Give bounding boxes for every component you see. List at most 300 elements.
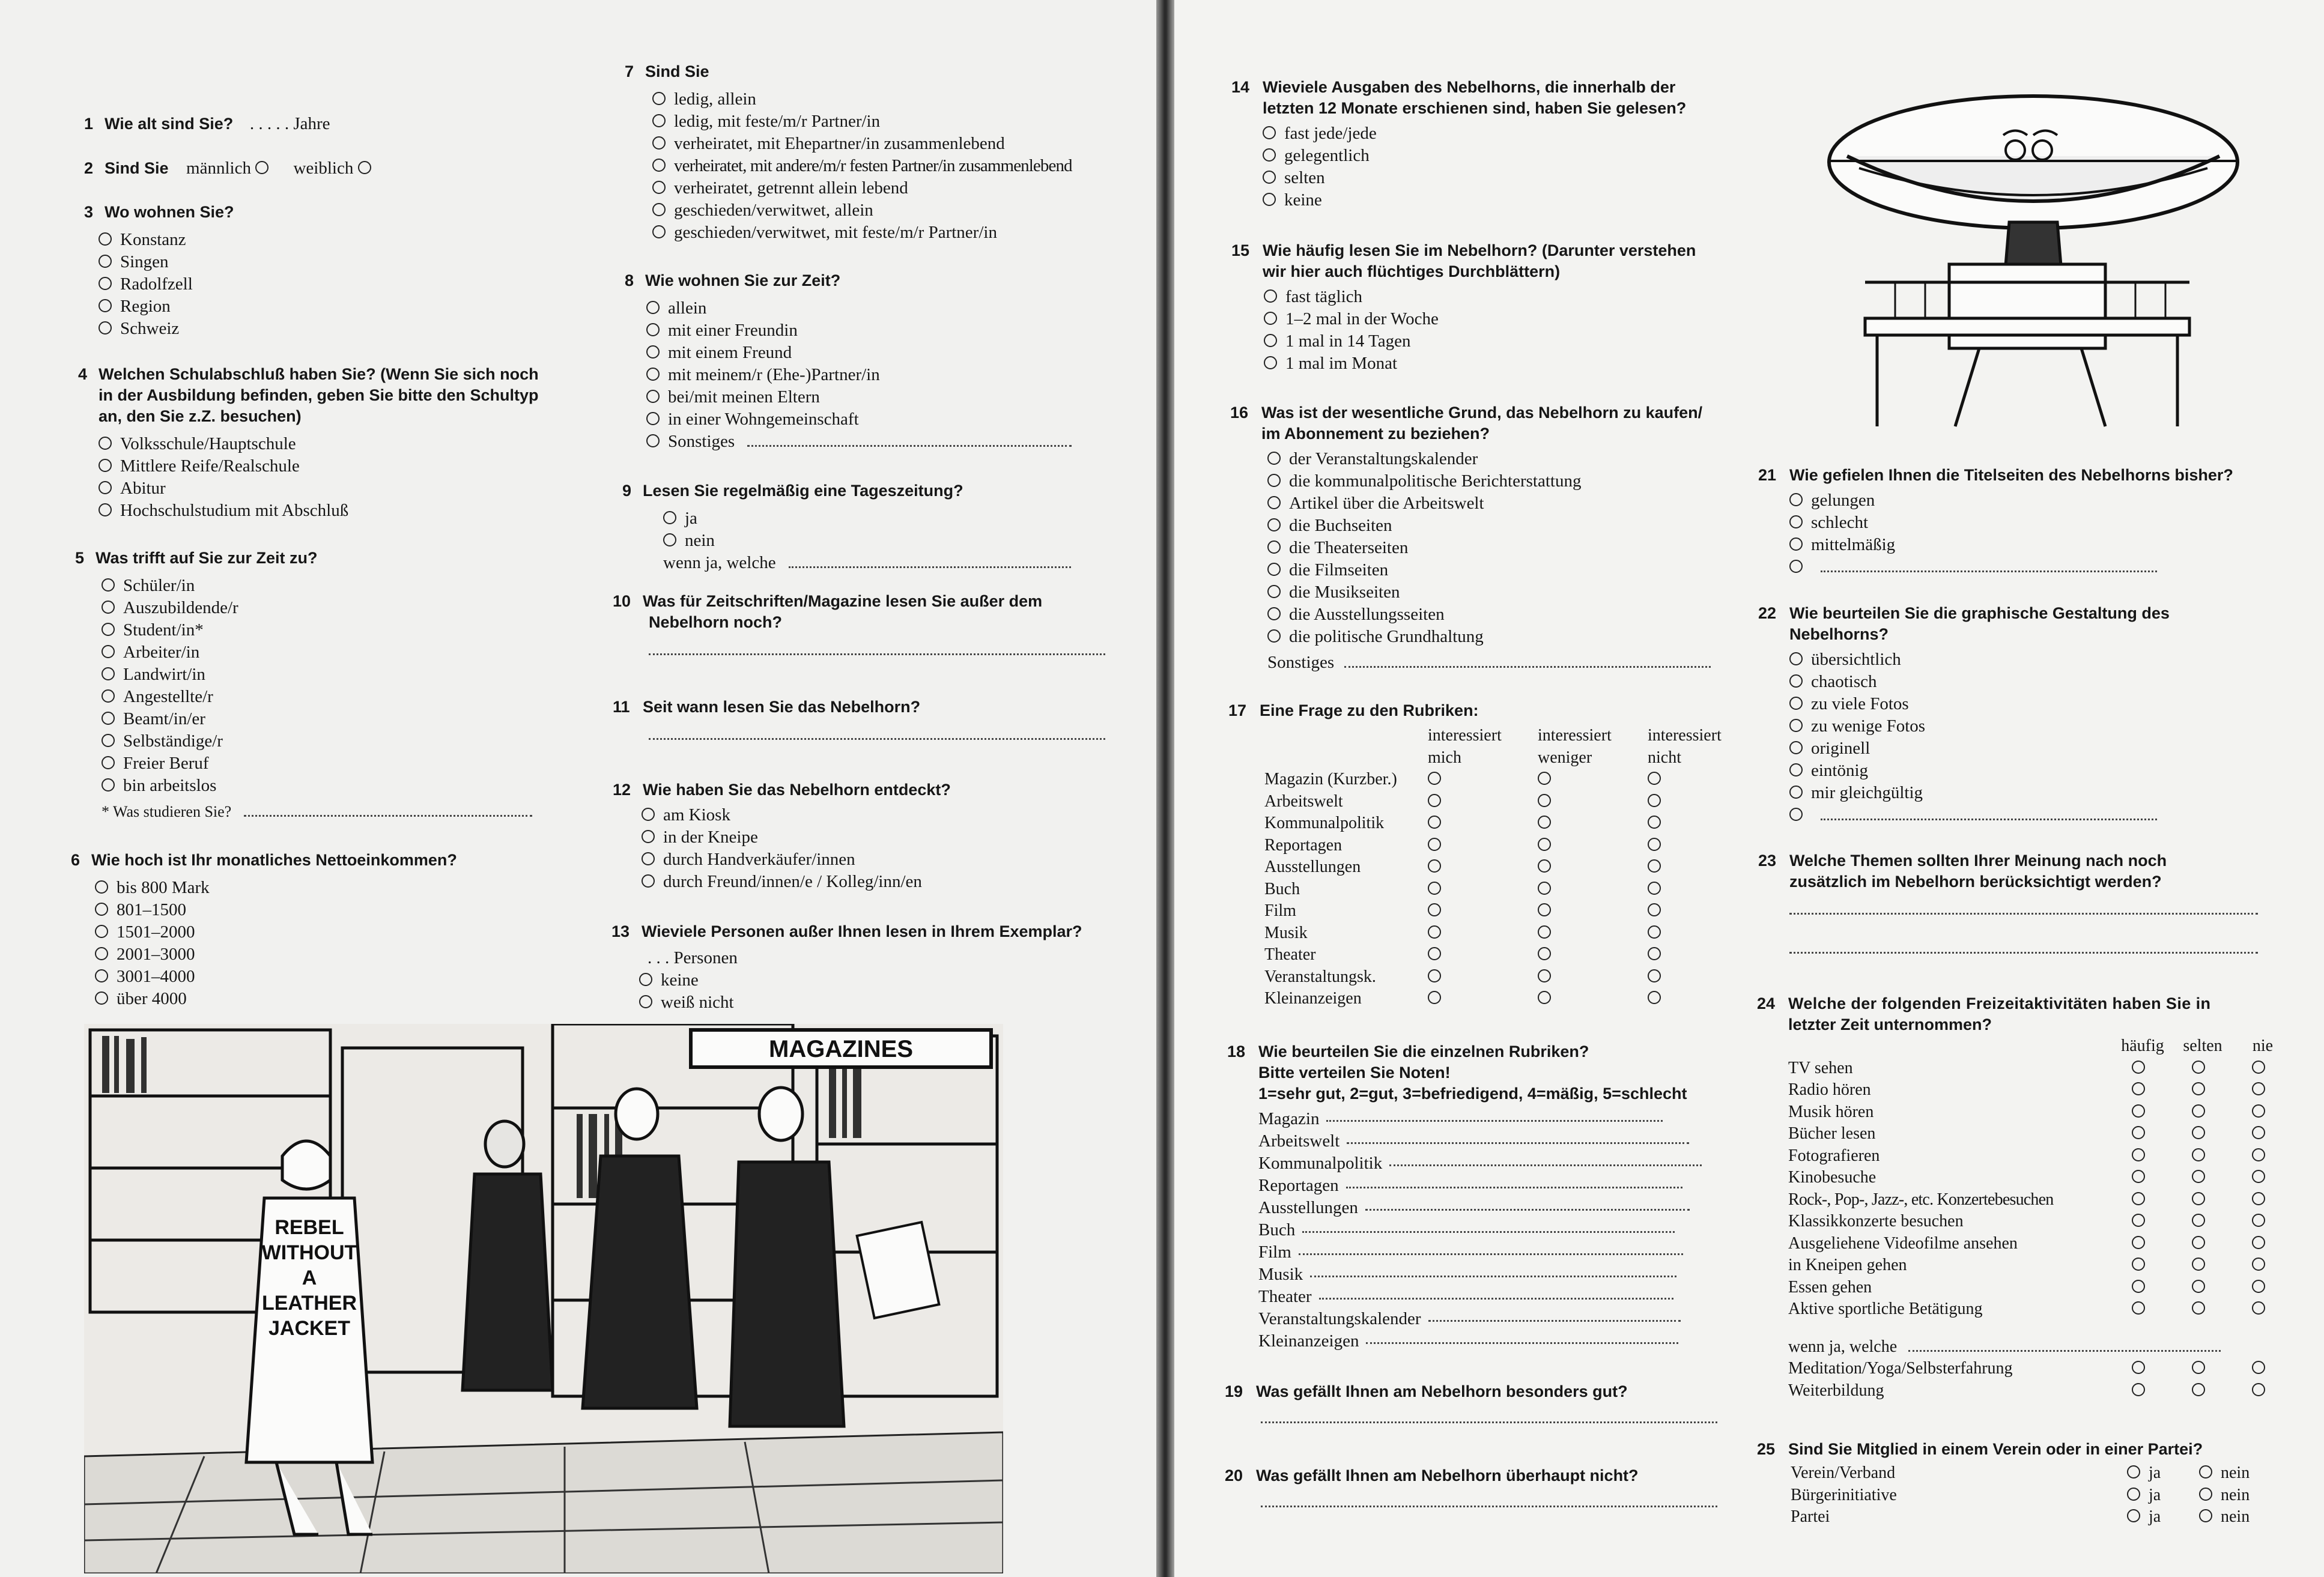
option-row[interactable] (663, 507, 1071, 530)
radio-circle[interactable] (99, 459, 112, 472)
radio-circle[interactable] (1538, 816, 1551, 829)
q16-other-row[interactable] (1230, 652, 1711, 674)
radio-circle[interactable] (1267, 563, 1281, 576)
option-row[interactable] (99, 273, 234, 295)
radio-circle[interactable] (1428, 838, 1441, 851)
option-row[interactable] (1263, 123, 1686, 145)
q11-answer-line[interactable] (649, 731, 1105, 740)
grade-row[interactable] (1258, 1330, 1702, 1352)
radio-circle[interactable] (2132, 1258, 2145, 1271)
radio-circle[interactable] (99, 232, 112, 246)
q20-answer-line[interactable] (1261, 1498, 1717, 1507)
radio-circle[interactable] (1264, 356, 1277, 369)
grade-row[interactable] (1258, 1286, 1702, 1308)
option-label: nein (685, 531, 715, 550)
radio-circle[interactable] (1267, 629, 1281, 643)
option-row[interactable] (99, 477, 539, 500)
radio-circle[interactable] (646, 301, 660, 314)
option-row[interactable] (1267, 448, 1711, 470)
radio-circle[interactable] (2192, 1170, 2205, 1183)
grade-field[interactable] (1389, 1152, 1702, 1166)
radio-circle[interactable] (95, 925, 108, 938)
option-row[interactable] (102, 686, 532, 708)
q8-title: Wie wohnen Sie zur Zeit? (645, 271, 841, 289)
grade-field[interactable] (1310, 1264, 1676, 1277)
radio-circle[interactable] (1428, 903, 1441, 916)
option-row[interactable] (1789, 715, 2170, 737)
option-row[interactable] (652, 133, 1072, 155)
option-row[interactable] (642, 871, 951, 893)
radio-circle[interactable] (2192, 1126, 2205, 1139)
option-row[interactable] (1264, 330, 1696, 353)
radio-circle[interactable] (2192, 1258, 2205, 1271)
radio-circle[interactable] (1264, 334, 1277, 347)
radio-circle[interactable] (639, 973, 652, 986)
radio-circle[interactable] (1789, 537, 1803, 551)
option-row[interactable] (639, 969, 1082, 991)
question-5 (75, 548, 532, 823)
radio-circle[interactable] (1263, 148, 1276, 162)
option-row[interactable] (642, 826, 951, 849)
radio-circle[interactable] (95, 947, 108, 960)
radio-circle[interactable] (2132, 1148, 2145, 1161)
radio-circle[interactable] (663, 533, 676, 546)
radio-circle[interactable] (1538, 772, 1551, 785)
radio-circle[interactable] (1789, 674, 1803, 688)
option-row[interactable] (1789, 760, 2170, 782)
option-row[interactable] (1789, 737, 2170, 760)
radio-circle[interactable] (1789, 697, 1803, 710)
option-row[interactable] (102, 752, 532, 775)
q24-extra-row[interactable] (1788, 1336, 2293, 1358)
radio-circle[interactable] (1428, 882, 1441, 895)
option-row[interactable] (1267, 604, 1711, 626)
radio-circle[interactable] (2252, 1383, 2265, 1396)
radio-circle[interactable] (1267, 474, 1281, 487)
option-row[interactable] (99, 295, 234, 318)
radio-circle[interactable] (2192, 1104, 2205, 1118)
option-row[interactable] (102, 708, 532, 730)
radio-circle[interactable] (652, 181, 666, 194)
radio-circle[interactable] (99, 503, 112, 516)
option-row[interactable] (99, 229, 234, 251)
q19-answer-line[interactable] (1261, 1414, 1717, 1423)
grade-field[interactable] (1346, 1175, 1682, 1188)
radio-circle[interactable] (2127, 1488, 2140, 1501)
radio-circle[interactable] (1267, 496, 1281, 509)
radio-circle[interactable] (2132, 1170, 2145, 1183)
option-label: verheiratet, mit Ehepartner/in zusammenlebend (674, 134, 1005, 153)
q9-newspaper-field[interactable] (789, 554, 1071, 568)
radio-circle[interactable] (95, 903, 108, 916)
radio-circle[interactable] (1648, 969, 1661, 982)
q20-number: 20 (1225, 1467, 1243, 1485)
option-row[interactable] (95, 877, 457, 899)
radio-circle[interactable] (2132, 1383, 2145, 1396)
grade-row[interactable] (1258, 1152, 1702, 1175)
radio-circle[interactable] (1267, 518, 1281, 531)
row-label: Aktive sportliche Betätigung (1788, 1300, 1983, 1318)
radio-circle[interactable] (2252, 1192, 2265, 1205)
option-row[interactable] (1263, 189, 1686, 211)
q16-options (1230, 448, 1711, 648)
radio-circle[interactable] (1789, 515, 1803, 528)
option-row[interactable] (1267, 626, 1711, 648)
option-row[interactable] (99, 500, 539, 522)
radio-circle[interactable] (652, 136, 666, 150)
radio-circle[interactable] (102, 712, 115, 725)
radio-circle[interactable] (1428, 772, 1441, 785)
option-row[interactable] (1789, 693, 2170, 715)
option-row[interactable] (99, 251, 234, 273)
radio-circle[interactable] (1264, 289, 1277, 303)
radio-circle[interactable] (2132, 1192, 2145, 1205)
radio-circle[interactable] (642, 808, 655, 821)
option-row[interactable] (1263, 145, 1686, 167)
radio-circle[interactable] (2199, 1465, 2212, 1479)
option-label: gelegentlich (1284, 146, 1370, 165)
option-row[interactable] (1267, 492, 1711, 515)
option-row[interactable] (95, 943, 457, 966)
radio-circle[interactable] (2252, 1258, 2265, 1271)
radio-circle[interactable] (1428, 794, 1441, 807)
option-row[interactable] (1264, 353, 1696, 375)
option-row[interactable] (1789, 489, 2233, 512)
radio-circle[interactable] (663, 511, 676, 524)
left-page (0, 0, 1156, 1577)
radio-circle[interactable] (1428, 969, 1441, 982)
option-row[interactable] (646, 319, 1072, 342)
radio-circle[interactable] (2252, 1126, 2265, 1139)
grade-row[interactable] (1258, 1264, 1702, 1286)
radio-circle[interactable] (652, 92, 666, 105)
option-row[interactable] (102, 641, 532, 664)
radio-circle[interactable] (2252, 1082, 2265, 1095)
option-row[interactable] (646, 408, 1072, 431)
radio-circle[interactable] (2252, 1170, 2265, 1183)
radio-circle[interactable] (652, 159, 666, 172)
question-1 (84, 113, 330, 141)
option-row[interactable] (95, 988, 457, 1010)
grade-field[interactable] (1366, 1330, 1678, 1344)
option-row[interactable] (663, 530, 1071, 552)
radio-circle[interactable] (1267, 452, 1281, 465)
radio-circle[interactable] (2192, 1082, 2205, 1095)
radio-circle[interactable] (642, 830, 655, 843)
radio-circle[interactable] (1267, 607, 1281, 620)
radio-circle[interactable] (1789, 741, 1803, 754)
grade-row[interactable] (1258, 1308, 1702, 1330)
radio-circle[interactable] (2252, 1280, 2265, 1293)
radio-circle[interactable] (642, 852, 655, 865)
radio-circle[interactable] (2132, 1301, 2145, 1315)
radio-circle[interactable] (102, 578, 115, 592)
grade-row[interactable] (1258, 1175, 1702, 1197)
option-row[interactable] (1789, 804, 2170, 826)
radio-circle[interactable] (1538, 969, 1551, 982)
option-row[interactable] (99, 433, 539, 455)
radio-circle[interactable] (1538, 903, 1551, 916)
grade-field[interactable] (1365, 1197, 1690, 1211)
radio-circle[interactable] (99, 437, 112, 450)
radio-circle[interactable] (1267, 540, 1281, 554)
q8-other-field[interactable] (747, 433, 1072, 447)
q5-study-field[interactable] (244, 803, 532, 817)
radio-circle[interactable] (1428, 816, 1441, 829)
radio-circle[interactable] (2127, 1465, 2140, 1479)
radio-circle[interactable] (95, 880, 108, 894)
option-row[interactable] (646, 386, 1072, 408)
grade-field[interactable] (1299, 1241, 1683, 1255)
grade-field[interactable] (1326, 1108, 1663, 1122)
radio-circle[interactable] (1789, 560, 1803, 573)
radio-circle[interactable] (102, 756, 115, 769)
radio-circle[interactable] (102, 778, 115, 792)
q10-answer-line[interactable] (649, 646, 1105, 655)
radio-circle[interactable] (1538, 838, 1551, 851)
option-row[interactable] (102, 775, 532, 797)
q22-other-field[interactable] (1821, 807, 2157, 820)
radio-circle[interactable] (1538, 794, 1551, 807)
option-row[interactable] (642, 849, 951, 871)
option-row[interactable] (639, 991, 1082, 1014)
grade-row[interactable] (1258, 1108, 1702, 1130)
row-label: Arbeitswelt (1264, 792, 1343, 811)
radio-circle[interactable] (2192, 1236, 2205, 1249)
radio-circle[interactable] (2192, 1192, 2205, 1205)
option-row[interactable] (1789, 649, 2170, 671)
grade-field[interactable] (1302, 1219, 1675, 1233)
radio-circle[interactable] (1264, 312, 1277, 325)
q1-number: 1 (84, 115, 94, 133)
option-row[interactable] (1267, 581, 1711, 604)
option-row[interactable] (102, 575, 532, 597)
option-row[interactable] (646, 431, 1072, 453)
radio-circle[interactable] (1789, 493, 1803, 506)
radio-circle[interactable] (1648, 991, 1661, 1004)
radio-circle[interactable] (102, 645, 115, 658)
table-row (1788, 1298, 2293, 1321)
radio-circle[interactable] (1648, 859, 1661, 873)
q4-title-line: an, den Sie z.Z. besuchen) (99, 407, 302, 425)
radio-circle[interactable] (102, 601, 115, 614)
radio-circle[interactable] (1538, 947, 1551, 960)
radio-circle[interactable] (1538, 859, 1551, 873)
radio-circle[interactable] (1648, 947, 1661, 960)
q21-other-field[interactable] (1821, 558, 2157, 572)
option-row[interactable] (1789, 512, 2233, 534)
radio-circle[interactable] (1263, 171, 1276, 184)
radio-circle[interactable] (99, 321, 112, 334)
option-row[interactable] (99, 318, 234, 340)
radio-circle[interactable] (95, 991, 108, 1005)
option-label: übersichtlich (1811, 650, 1901, 669)
radio-circle[interactable] (1789, 719, 1803, 732)
option-row[interactable] (652, 110, 1072, 133)
grade-row[interactable] (1258, 1130, 1702, 1152)
option-row[interactable] (1267, 470, 1711, 492)
option-row[interactable] (652, 155, 1072, 177)
radio-circle[interactable] (646, 412, 660, 425)
radio-circle[interactable] (2192, 1061, 2205, 1074)
radio-circle[interactable] (646, 345, 660, 359)
radio-circle[interactable] (652, 203, 666, 216)
radio-circle[interactable] (646, 368, 660, 381)
radio-circle[interactable] (2252, 1104, 2265, 1118)
radio-circle[interactable] (1648, 882, 1661, 895)
option-row[interactable] (95, 966, 457, 988)
grade-field[interactable] (1319, 1286, 1673, 1300)
option-row[interactable] (1267, 537, 1711, 559)
table-row (1791, 1462, 2250, 1485)
option-row[interactable] (95, 899, 457, 921)
radio-circle[interactable] (1263, 126, 1276, 139)
radio-circle[interactable] (1538, 991, 1551, 1004)
option-row[interactable] (1789, 534, 2233, 556)
option-row[interactable] (1789, 782, 2170, 804)
radio-circle[interactable] (2252, 1236, 2265, 1249)
q23-answer-line[interactable] (1789, 945, 2258, 954)
radio-circle[interactable] (2192, 1301, 2205, 1315)
option-row[interactable] (646, 364, 1072, 386)
radio-circle[interactable] (2132, 1061, 2145, 1074)
radio-circle[interactable] (102, 689, 115, 703)
radio-circle[interactable] (1648, 772, 1661, 785)
q13-count-row[interactable] (639, 947, 1082, 969)
radio-circle[interactable] (1267, 585, 1281, 598)
radio-circle[interactable] (2132, 1280, 2145, 1293)
radio-circle[interactable] (1648, 925, 1661, 939)
option-row[interactable] (652, 222, 1072, 244)
option-row[interactable] (1789, 556, 2233, 578)
option-label: mit einem Freund (668, 343, 792, 362)
option-row[interactable] (642, 804, 951, 826)
cartoon-svg (84, 1024, 1003, 1573)
radio-circle[interactable] (1648, 838, 1661, 851)
option-row[interactable] (646, 342, 1072, 364)
option-row[interactable] (1264, 286, 1696, 308)
option-row[interactable] (652, 88, 1072, 110)
radio-circle[interactable] (95, 969, 108, 982)
radio-circle[interactable] (646, 390, 660, 403)
radio-circle[interactable] (2192, 1361, 2205, 1374)
option-row[interactable] (1267, 559, 1711, 581)
radio-circle[interactable] (99, 255, 112, 268)
radio-circle[interactable] (2132, 1104, 2145, 1118)
q5-footnote-row[interactable] (102, 801, 532, 823)
radio-circle[interactable] (2127, 1509, 2140, 1522)
radio-circle[interactable] (2192, 1148, 2205, 1161)
row-label: Kleinanzeigen (1264, 989, 1362, 1008)
radio-circle[interactable] (2132, 1082, 2145, 1095)
coat-text-line: WITHOUT (261, 1241, 357, 1264)
option-row[interactable] (1267, 515, 1711, 537)
radio-circle[interactable] (102, 667, 115, 680)
radio-circle[interactable] (652, 114, 666, 127)
radio-circle[interactable] (2192, 1280, 2205, 1293)
radio-circle[interactable] (1538, 925, 1551, 939)
radio-circle[interactable] (2132, 1126, 2145, 1139)
radio-circle[interactable] (1538, 882, 1551, 895)
radio-circle[interactable] (2192, 1214, 2205, 1227)
radio-circle[interactable] (1789, 785, 1803, 799)
radio-circle[interactable] (652, 225, 666, 238)
radio-circle[interactable] (99, 299, 112, 312)
radio-circle[interactable] (2132, 1236, 2145, 1249)
radio-circle[interactable] (1789, 808, 1803, 821)
option-row[interactable] (95, 921, 457, 943)
q16-other-field[interactable] (1344, 654, 1711, 668)
option-row[interactable] (102, 619, 532, 641)
right-page (1174, 0, 2324, 1577)
radio-circle[interactable] (99, 481, 112, 494)
q24-extra-field[interactable] (1908, 1338, 2221, 1352)
radio-circle[interactable] (102, 623, 115, 636)
radio-circle[interactable] (1428, 947, 1441, 960)
radio-circle[interactable] (1428, 859, 1441, 873)
radio-circle[interactable] (2252, 1061, 2265, 1074)
grade-field[interactable] (1347, 1130, 1689, 1144)
table-row (1788, 1211, 2293, 1233)
option-row[interactable] (646, 297, 1072, 319)
q9-extra-row[interactable] (663, 552, 1071, 574)
radio-circle[interactable] (1428, 991, 1441, 1004)
radio-circle[interactable] (646, 434, 660, 447)
radio-circle[interactable] (2252, 1301, 2265, 1315)
radio-circle[interactable] (2252, 1361, 2265, 1374)
radio-circle[interactable] (1789, 652, 1803, 665)
grade-field[interactable] (1428, 1308, 1681, 1322)
radio-circle[interactable] (1648, 816, 1661, 829)
option-row[interactable] (652, 199, 1072, 222)
option-row[interactable] (652, 177, 1072, 199)
radio-circle[interactable] (1648, 903, 1661, 916)
option-row[interactable] (1789, 671, 2170, 693)
option-row[interactable] (1263, 167, 1686, 189)
radio-circle[interactable] (2132, 1214, 2145, 1227)
radio-circle[interactable] (99, 277, 112, 290)
grade-row[interactable] (1258, 1197, 1702, 1219)
radio-circle[interactable] (1428, 925, 1441, 939)
radio-circle[interactable] (2132, 1361, 2145, 1374)
radio-circle[interactable] (646, 323, 660, 336)
option-row[interactable] (99, 455, 539, 477)
grade-row[interactable] (1258, 1241, 1702, 1264)
radio-circle[interactable] (2192, 1383, 2205, 1396)
radio-circle[interactable] (2252, 1148, 2265, 1161)
option-row[interactable] (102, 664, 532, 686)
table-row (1788, 1255, 2293, 1277)
radio-circle[interactable] (1789, 763, 1803, 776)
radio-circle[interactable] (639, 995, 652, 1008)
radio-circle[interactable] (642, 874, 655, 888)
option-row[interactable] (102, 597, 532, 619)
radio-circle[interactable] (2199, 1488, 2212, 1501)
radio-circle[interactable] (2252, 1214, 2265, 1227)
radio-circle[interactable] (1648, 794, 1661, 807)
q23-answer-line[interactable] (1789, 906, 2258, 915)
radio-circle[interactable] (358, 161, 371, 174)
option-row[interactable] (102, 730, 532, 752)
q13-count-field[interactable]: . . . (648, 948, 670, 967)
grade-row[interactable] (1258, 1219, 1702, 1241)
radio-circle[interactable] (2199, 1509, 2212, 1522)
option-row[interactable] (1264, 308, 1696, 330)
radio-circle[interactable] (102, 734, 115, 747)
radio-circle[interactable] (255, 161, 269, 174)
radio-circle[interactable] (1263, 193, 1276, 206)
q1-age-field[interactable]: . . . . . (249, 114, 290, 133)
